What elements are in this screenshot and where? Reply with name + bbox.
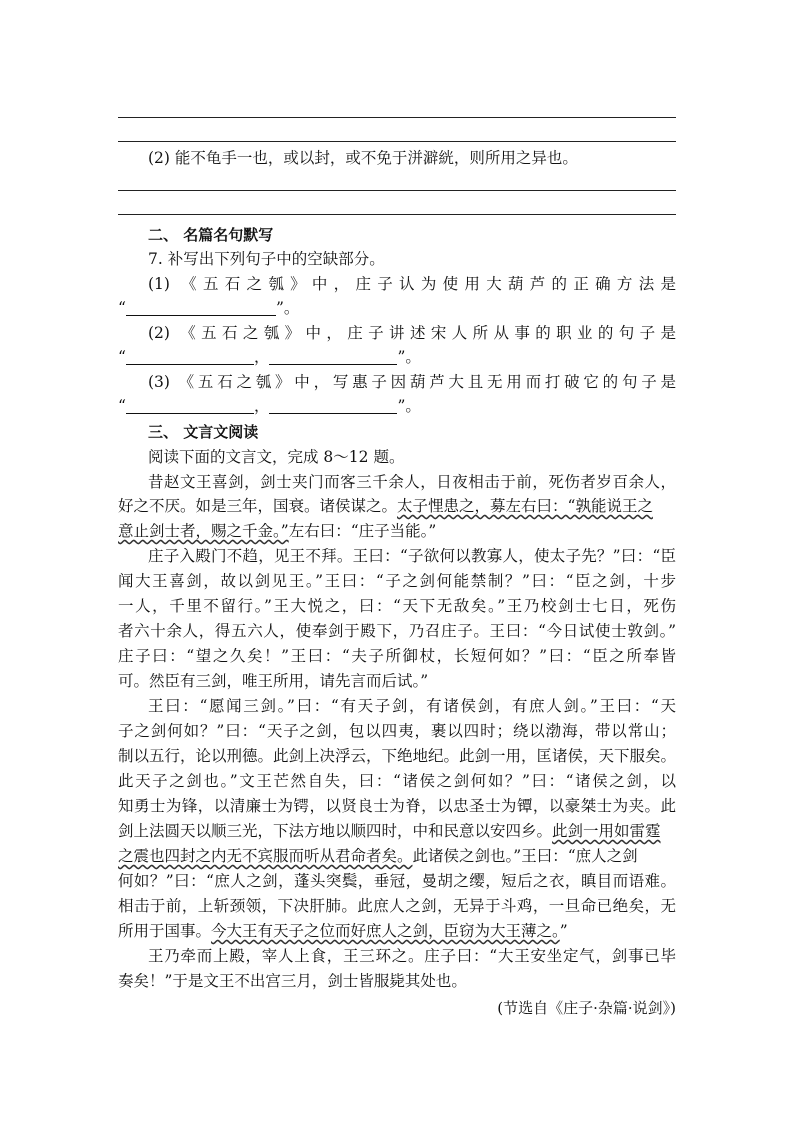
- blank-field[interactable]: [126, 348, 254, 365]
- underlined-sentence: 此剑一用如雷霆: [552, 822, 661, 840]
- quote-mark: “: [118, 348, 126, 366]
- question-prompt: 7. 补写出下列句子中的空缺部分。: [148, 250, 385, 268]
- fill-question-1: [148, 273, 676, 295]
- answer-line: [118, 141, 676, 142]
- question-item: [148, 147, 676, 169]
- reading-intro: 阅读下面的文言文，完成 8～12 题。: [148, 448, 405, 466]
- quote-mark: ”。: [397, 348, 421, 366]
- passage-text: 所用于国事。: [118, 922, 212, 940]
- passage-line: 王曰：“愿闻三剑。”曰：“有天子剑，有诸侯剑，有庶人剑。”王曰：“天: [148, 697, 676, 715]
- underlined-sentence: 太子悝患之，募左右曰：“孰能说王之: [397, 497, 653, 515]
- passage-line: 者六十余人，得五六人，使奉剑于殿下，乃召庄子。王曰：“今日试使士敦剑。”: [118, 622, 676, 640]
- underlined-sentence: 意止剑士者，赐之千金。”: [118, 522, 289, 540]
- passage-text: 剑上法圆天以顺三光，下法方地以顺四时，中和民意以安四乡。: [118, 822, 553, 840]
- passage-line: 知勇士为锋，以清廉士为锷，以贤良士为脊，以忠圣士为镡，以豪桀士为夹。此: [118, 797, 676, 815]
- passage-line: 此天子之剑也。”文王芒然自失，曰：“诸侯之剑何如？”曰：“诸侯之剑，以: [118, 772, 676, 790]
- passage-line: 庄子曰：“望之久矣！”王曰：“夫子所御杖，长短何如？”曰：“臣之所奉皆: [118, 647, 676, 665]
- quote-mark: “: [118, 397, 126, 415]
- blank-field[interactable]: [269, 397, 397, 414]
- passage-line: [118, 920, 676, 942]
- source-citation: (节选自《庄子·杂篇·说剑》): [497, 999, 676, 1017]
- passage-line: 庄子入殿门不趋，见王不拜。王曰：“子欲何以教寡人，使太子先？”曰：“臣: [148, 547, 676, 565]
- passage-line: 奏矣！”于是文王不出宫三月，剑士皆服毙其处也。: [118, 972, 467, 990]
- passage-line: 子之剑何如？”曰：“天子之剑，包以四夷，裹以四时；绕以渤海，带以常山；: [118, 722, 676, 740]
- passage-line: [118, 845, 676, 867]
- fill-question-3: [148, 371, 676, 393]
- answer-line: [118, 214, 676, 215]
- passage-text: 左右曰：“庄子当能。”: [288, 522, 437, 540]
- passage-line: [118, 820, 676, 842]
- quote-mark: “: [118, 299, 126, 317]
- comma: ，: [253, 348, 270, 366]
- passage-line: 可。然臣有三剑，唯王所用，请先言而后试。”: [118, 672, 429, 690]
- answer-line: [118, 117, 676, 118]
- passage-text: 此诸侯之剑也。”王曰：“庶人之剑: [412, 847, 638, 865]
- quote-mark: ”。: [275, 299, 300, 317]
- question-text: (3) 《五石之瓠》中，写惠子因葫芦大且无用而打破它的句子是: [148, 373, 676, 391]
- answer-line: [118, 190, 676, 191]
- passage-line: 王乃牵而上殿，宰人上食，王三环之。庄子曰：“大王安坐定气，剑事已毕: [148, 947, 676, 965]
- underlined-sentence: 之震也四封之内无不宾服而听从君命者矣。: [118, 847, 413, 865]
- blank-field[interactable]: [269, 348, 397, 365]
- fill-answer-1: [118, 297, 676, 319]
- passage-line: 昔赵文王喜剑，剑士夹门而客三千余人，日夜相击于前，死伤者岁百余人，: [148, 473, 676, 491]
- passage-line: 闻大王喜剑，故以剑见王。”王曰：“子之剑何能禁制？”曰：“臣之剑，十步: [118, 572, 676, 590]
- fill-answer-3: [118, 395, 676, 417]
- passage-line: 何如？”曰：“庶人之剑，蓬头突鬓，垂冠，曼胡之缨，短后之衣，瞋目而语难。: [118, 872, 676, 890]
- quote-mark: ”。: [397, 397, 421, 415]
- question-text: (1) 《五石之瓠》中，庄子认为使用大葫芦的正确方法是: [148, 275, 676, 293]
- passage-line: [118, 520, 676, 542]
- section-heading: 三、 文言文阅读: [148, 423, 259, 441]
- underlined-sentence: 今大王有天子之位而好庶人之剑，臣窃为大王薄之。: [211, 922, 560, 940]
- question-text: (2) 能不龟手一也，或以封，或不免于洴澼絖，则所用之异也。: [148, 149, 578, 167]
- blank-field[interactable]: [126, 397, 254, 414]
- passage-text: ”: [559, 922, 568, 940]
- passage-line: 相击于前，上斩颈领，下决肝肺。此庶人之剑，无异于斗鸡，一旦命已绝矣，无: [118, 897, 676, 915]
- passage-line: [118, 495, 676, 517]
- fill-answer-2: [118, 346, 676, 368]
- fill-question-2: [148, 322, 676, 344]
- blank-field[interactable]: [126, 299, 276, 316]
- section-heading: 二、 名篇名句默写: [148, 226, 274, 244]
- passage-line: 制以五行，论以刑德。此剑上决浮云，下绝地纪。此剑一用，匡诸侯，天下服矣。: [118, 747, 677, 765]
- question-text: (2) 《五石之瓠》中，庄子讲述宋人所从事的职业的句子是: [148, 324, 676, 342]
- comma: ，: [253, 397, 270, 415]
- passage-line: 一人，千里不留行。”王大悦之，曰：“天下无敌矣。”王乃校剑士七日，死伤: [118, 597, 676, 615]
- passage-text: 好之不厌。如是三年，国衰。诸侯谋之。: [118, 497, 398, 515]
